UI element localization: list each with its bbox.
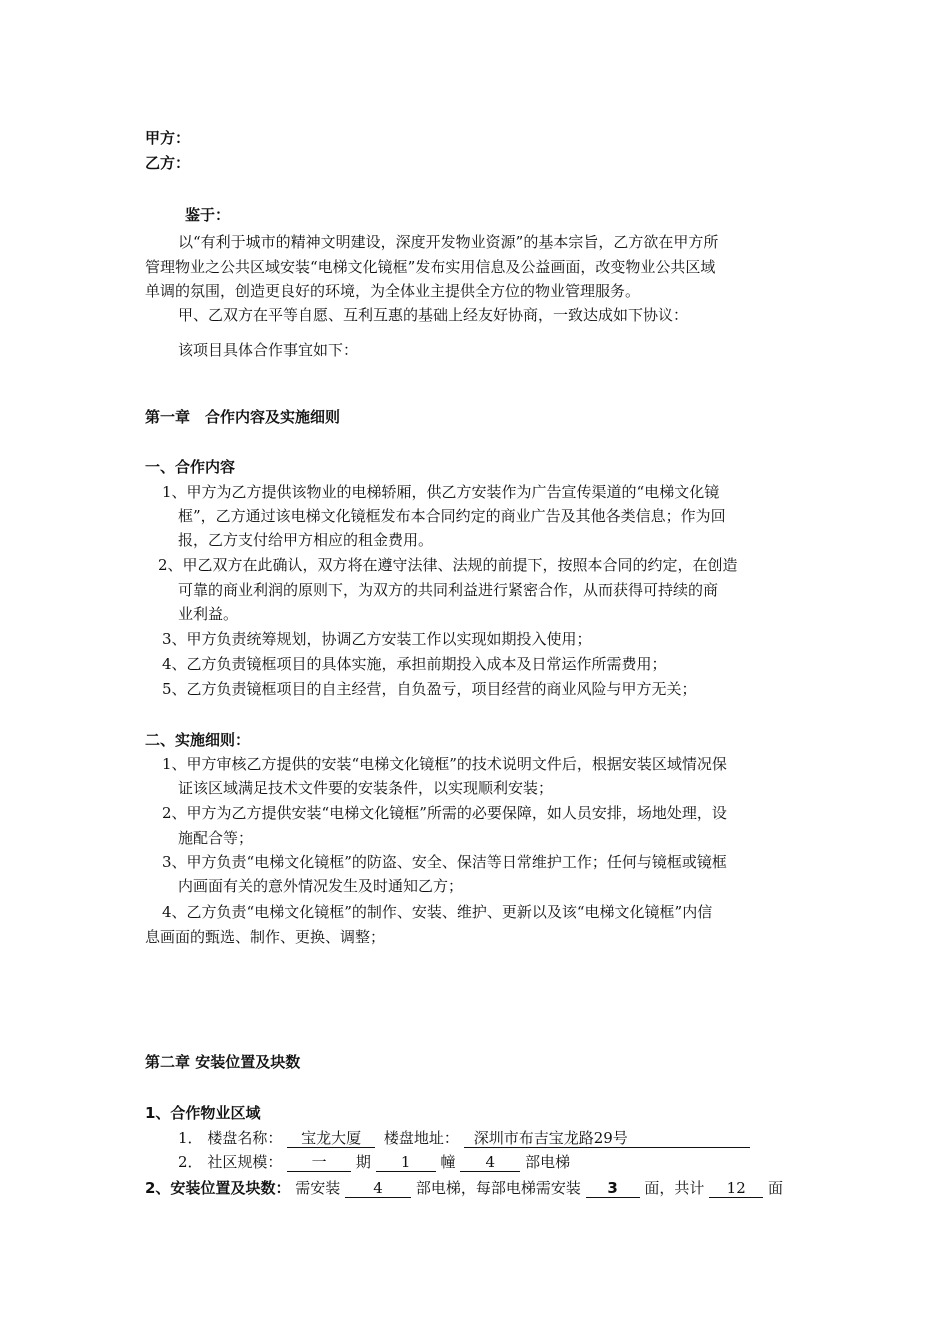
list-item: 1、甲方为乙方提供该物业的电梯轿厢，供乙方安装作为广告宣传渠道的“电梯文化镜: [162, 483, 720, 501]
list-item: 2、甲方为乙方提供安装“电梯文化镜框”所需的必要保障，如人员安排，场地处理，设: [162, 804, 727, 822]
chapter2-title: 第二章 安装位置及块数: [145, 1053, 301, 1071]
installation-text: 面: [767, 1179, 783, 1197]
preamble-line: 以“有利于城市的精神文明建设，深度开发物业资源”的基本宗旨，乙方欲在甲方所: [178, 233, 719, 251]
property-address-field[interactable]: 深圳市布吉宝龙路29号: [464, 1129, 750, 1148]
install-elevators-field[interactable]: 4: [345, 1179, 411, 1198]
phase-field[interactable]: 一: [287, 1153, 351, 1172]
installation-text: 部电梯，每部电梯需安装: [415, 1179, 581, 1197]
list-item: 2、甲乙双方在此确认，双方将在遵守法律、法规的前提下，按照本合同的约定，在创造: [158, 556, 738, 574]
property-address-label: 楼盘地址：: [383, 1129, 459, 1147]
row-number: 2．: [178, 1153, 203, 1171]
building-unit: 幢: [440, 1153, 456, 1171]
list-item: 内画面有关的意外情况发生及时通知乙方；: [178, 877, 464, 895]
list-item: 息画面的甄选、制作、更换、调整；: [145, 928, 386, 946]
building-field[interactable]: 1: [376, 1153, 436, 1172]
installation-row: [145, 1178, 783, 1198]
list-item: 业利益。: [178, 605, 239, 623]
installation-text: 面，共计: [644, 1179, 705, 1197]
list-item: 3、甲方负责“电梯文化镜框”的防盗、安全、保洁等日常维护工作；任何与镜框或镜框: [162, 853, 727, 871]
installation-text: 需安装: [295, 1179, 341, 1197]
preamble-line: 单调的氛围，创造更良好的环境，为全体业主提供全方位的物业管理服务。: [145, 282, 641, 300]
community-scale-row: [178, 1152, 570, 1172]
property-row: [178, 1128, 750, 1148]
preamble-intro: 该项目具体合作事宜如下：: [178, 341, 359, 359]
chapter1-title: 第一章 合作内容及实施细则: [145, 408, 341, 426]
list-item: 框”，乙方通过该电梯文化镜框发布本合同约定的商业广告及其他各类信息；作为回: [178, 507, 726, 525]
list-item: 4、乙方负责“电梯文化镜框”的制作、安装、维护、更新以及该“电梯文化镜框”内信: [162, 903, 713, 921]
list-item: 4、乙方负责镜框项目的具体实施，承担前期投入成本及日常运作所需费用；: [162, 655, 667, 673]
list-item: 1、甲方审核乙方提供的安装“电梯文化镜框”的技术说明文件后，根据安装区域情况保: [162, 755, 727, 773]
list-item: 证该区域满足技术文件要的安装条件，以实现顺利安装；: [178, 779, 554, 797]
community-scale-label: 社区规模：: [207, 1153, 283, 1171]
section2-heading: 二、实施细则：: [145, 731, 251, 749]
party-b-label: 乙方：: [145, 154, 191, 172]
total-panels-field[interactable]: 12: [709, 1179, 763, 1198]
list-item: 5、乙方负责镜框项目的自主经营，自负盈亏，项目经营的商业风险与甲方无关；: [162, 680, 697, 698]
list-item: 报，乙方支付给甲方相应的租金费用。: [178, 531, 434, 549]
row-number: 1．: [178, 1129, 203, 1147]
area-heading: 1、合作物业区域: [145, 1104, 261, 1122]
list-item: 可靠的商业利润的原则下，为双方的共同利益进行紧密合作，从而获得可持续的商: [178, 581, 719, 599]
elevator-unit: 部电梯: [525, 1153, 571, 1171]
preamble-agreement: 甲、乙双方在平等自愿、互利互惠的基础上经友好协商，一致达成如下协议：: [178, 306, 689, 324]
installation-label: 2、安装位置及块数: [145, 1179, 276, 1197]
elevator-count-field[interactable]: 4: [460, 1153, 520, 1172]
installation-colon: ：: [275, 1179, 291, 1197]
party-a-label: 甲方：: [145, 129, 191, 147]
property-name-field[interactable]: 宝龙大厦: [287, 1129, 375, 1148]
section1-heading: 一、合作内容: [145, 458, 236, 476]
list-item: 3、甲方负责统筹规划，协调乙方安装工作以实现如期投入使用；: [162, 630, 592, 648]
list-item: 施配合等；: [178, 829, 254, 847]
preamble-line: 管理物业之公共区域安装“电梯文化镜框”发布实用信息及公益画面，改变物业公共区域: [145, 258, 716, 276]
per-elevator-field[interactable]: 3: [586, 1179, 640, 1198]
property-name-label: 楼盘名称：: [207, 1129, 283, 1147]
whereas-heading: 鉴于：: [185, 206, 231, 224]
phase-unit: 期: [355, 1153, 371, 1171]
